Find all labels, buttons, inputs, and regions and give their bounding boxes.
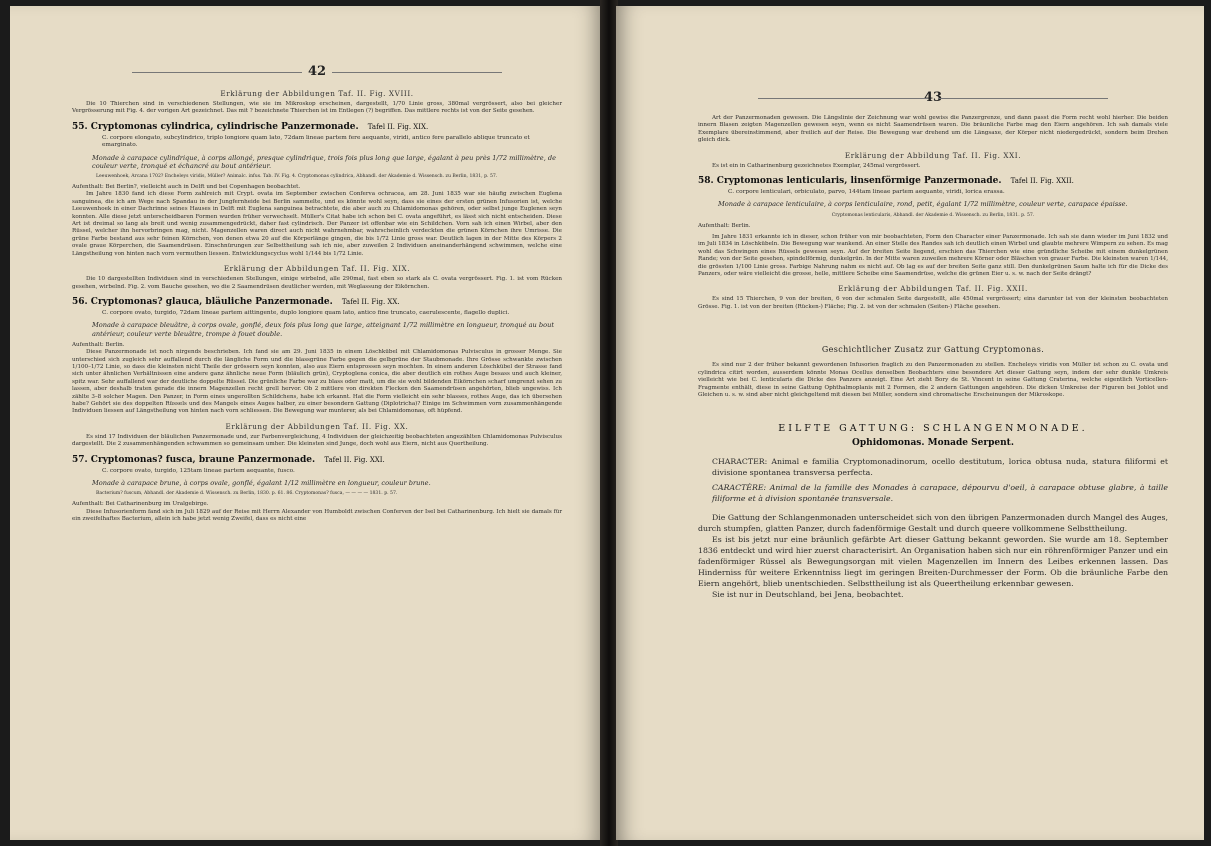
- caption-text-xviii: Die 10 Thierchen sind in verschiedenen Stellungen, wie sie im Mikroskop erscheinen, dargestellt, 1/70 Linie gross, 380mal vergrössert, also bei gleicher Vergrösserung mit Fig. 4. der vorigen Art gezeichnet. Das mit ? bezeichnete Thierchen ist im Entlegen (?) begriffen. Das mittlere rechts ist von der Seite gesehen.: [72, 101, 562, 115]
- species-55-latin: C. corpore elongato, subcylindrico, triplo longiore quam lato, 72dam lineae partem fere aequante, viridi, antico fere parallelo ablique truncato et emarginato.: [102, 134, 530, 149]
- species-57-description: Diese Infusorienform fand sich im Juli 1829 auf der Reise mit Herrn Alexander von Humboldt zwischen Conferven der Isel bei Catharinenburg. Ich hielt sie damals für ein zweifelhaftes Bacterium, allein ich habe jetzt wenig Zweifel, dass es nicht eine: [72, 508, 562, 523]
- species-57-title: 57. Cryptomonas? fusca, braune Panzermonade.: [72, 454, 316, 465]
- species-58-habitat: Aufenthalt: Berlin.: [698, 222, 751, 229]
- species-56-description: Diese Panzermonade ist noch nirgends beschrieben. Ich fand sie am 29. Juni 1835 in einem Löschkübel mit Chlamidomonas Pulvisculus in grosser Menge. Sie unterschied sich zugleich sehr auffallend durch die längliche Form und die blassgrüne Farbe gegen die gelbgrüne der Staubmonade. Ihre Grösse schwankte zwischen 1/100–1/72 Linie, so dass die kleinsten nicht Theile der grössern seyn konnten, also aus Eiern entsprossen seyn mochten. In einem anderen Löschkübel der Strasse fand sich unter ähnlichen Verhältnissen eine andere ganz ähnliche neue Form (bläulich grün), Cryptoglena conica, die aber deutlich ein rothes Auge besass und auch kleiner, spitz war. Sehr auffallend war der deutliche doppelte Rüssel. Die grünliche Farbe war zu blass oder matt, um die sie wohl bildenden Eikörnchen scharf umgrenzt sehen zu lassen, aber deshalb traten gerade die innern Magenzellen recht grell hervor. Ob 2 mittlere von direkten Flecken den Saamendrüsen angehörten, blieb ungewiss. Ich zählte 3–8 solcher Magen. Den Panzer, in Form eines ungerollten Schildchens, habe ich erkannt. Hat die Form vielleicht ein sehr blasses, rothes Auge, das ich übersehen habe? Gehört sie des doppelten Rüssels und des Mangels eines Auges halber, zu einer besondern Gattung (Diplotricha)? Einige im Schwimmen vorn zusammenhängende Individuen liessen auf Längstheilung von hinten nach vorn schliessen. Die Bewegung war munterer, als bei Chlamidomonas, oft hüpfend.: [72, 349, 562, 415]
- species-57-references: Bacterium? fuscum, Abhandl. der Akademie d. Wissensch. zu Berlin, 1830. p. 61. 86. Cryptomonas? fusca, — — — — 1831. p. 57.: [96, 491, 398, 497]
- species-55-references: Leeuwenhoek, Arcana 1702? Encheleys viridis, Müller? Animalc. infus. Tab. IV. Fig. 4. Cryptomonas cylindrica, Abhandl. der Akademie d. Wissensch. zu Berlin, 1831, p. 57.: [96, 174, 498, 180]
- species-58-plate-ref: Tafel II. Fig. XXII.: [1010, 177, 1074, 186]
- caption-text-xxi: Es ist ein in Catharinenburg gezeichnetes Exemplar, 245mal vergrössert.: [712, 162, 921, 169]
- species-58-french: Monade à carapace lenticulaire, à corps lenticulaire, rond, petit, égalant 1/72 millimètre, couleur verte, carapace épaisse.: [718, 200, 1128, 209]
- species-55-plate-ref: Tafel II. Fig. XIX.: [367, 122, 429, 131]
- page-number-left: 42: [72, 64, 562, 79]
- right-page: [616, 6, 1204, 840]
- species-57-latin: C. corpore ovato, turgido, 125tam lineae partem aequante, fusco.: [102, 467, 295, 474]
- species-56-french: Monade à carapace bleuâtre, à corps ovale, gonflé, deux fois plus long que large, atteignant 1/72 millimètre en longueur, tronqué au bout antérieur, couleur verte bleuâtre, trompe à fouet double.: [92, 321, 554, 338]
- caption-text-xx: Es sind 17 Individuen der bläulichen Panzermonade und, zur Farbenvergleichung, 4 Individuen der gleichzeitig beobachteten angezählten Chlamidomonas Pulvisculus dargestellt. Die 2 zusammenhängenden schwammen so gemeinsam umher. Die kleinsten sind Junge, doch wohl aus Eiern, nicht aus Quertheilung.: [72, 433, 562, 448]
- page-number-right: 43: [698, 90, 1168, 105]
- genus-body-1: Die Gattung der Schlangenmonaden unterscheidet sich von den übrigen Panzermonaden durch Mangel des Auges, durch stumpfen, glatten Panzer, durch fadenförmige Gestalt und durch queere vollkommene Selbsttheilung.: [698, 513, 1168, 534]
- genus-body-2: Es ist bis jetzt nur eine bräunlich gefärbte Art dieser Gattung bekannt geworden. Sie wurde am 18. September 1836 entdeckt und wird hier zuerst characterisirt. An Organisation haben sich nur ein röhrenförmiger Panzer und ein fadenförmiger Rüssel als Bewegungsorgan mit vielen Magenzellen im Innern des Leibes erkennen lassen. Das Hinderniss für weitere Erkenntniss liegt im geringen Breiten-Durchmesser der Form. Ob die bräunliche Farbe den Eiern angehört, blieb unentschieden. Selbsttheilung ist als Queertheilung erkennbar gewesen.: [698, 535, 1168, 589]
- species-56-heading: [72, 297, 562, 307]
- genus-heading: EILFTE GATTUNG: SCHLANGENMONADE.: [778, 423, 1088, 435]
- species-55-heading: [72, 122, 562, 132]
- species-55-habitat: Aufenthalt: Bei Berlin?, vielleicht auch in Delft und bei Copenhagen beobachtet.: [72, 184, 301, 191]
- species-55-title: 55. Cryptomonas cylindrica, cylindrische Panzermonade.: [72, 121, 359, 132]
- genus-character-french: CARACTÈRE: Animal de la famille des Monades à carapace, dépourvu d'oeil, à carapace obtuse glabre, à taille filiforme et à division spontanée transversale.: [712, 483, 1168, 504]
- species-58-heading: [698, 176, 1168, 186]
- figure-caption-xxi: Erklärung der Abbildung Taf. II. Fig. XXI.: [844, 150, 1022, 160]
- species-56-latin: C. corpore ovato, turgido, 72dam lineae partem aittingente, duplo longiore quam lato, antico fine truncato, caerulescente, flagello duplici.: [102, 309, 510, 316]
- species-57-plate-ref: Tafel II. Fig. XXI.: [324, 455, 385, 464]
- genus-subheading: Ophidomonas. Monade Serpent.: [852, 438, 1014, 449]
- species-56-plate-ref: Tafel II. Fig. XX.: [341, 297, 400, 306]
- history-heading: Geschichtlicher Zusatz zur Gattung Cryptomonas.: [821, 345, 1045, 355]
- continued-text: Art der Panzermonaden gewesen. Die Längslinie der Zeichnung war wohl gewiss die Panzergrenze, und dann passt die Form recht wohl hierher. Die beiden innern Blasen zeigten Magenzellen gewesen seyn, wenn es nicht Saamendrüsen waren. Die bräunliche Farbe mag den Eiern angehören. Ich sah damals viele Exemplare übereinstimmend, aber freilich auf der Reise. Die Bewegung war drehend um die Längsaxe, der Körper nicht niedergedrückt, sondern beim Drehen gleich dick.: [698, 115, 1168, 144]
- species-57-french: Monade à carapace brune, à corps ovale, gonflé, égalant 1/12 millimètre en longueur, couleur brune.: [92, 479, 431, 487]
- caption-text-xix: Die 10 dargestellten Individuen sind in verschiedenen Stellungen, einige wirbelnd, alle 290mal, fast eben so stark als C. ovata vergrössert. Fig. 1. ist vom Rücken gesehen, wirbelnd. Fig. 2. vom Bauche gesehen, wo die 2 Saamendrüsen deutlicher werden, mit Weglassung der Eikörnchen.: [72, 276, 562, 290]
- left-page: [10, 6, 602, 840]
- genus-body-3: Sie ist nur in Deutschland, bei Jena, beobachtet.: [712, 590, 904, 600]
- figure-caption-xxii: Erklärung der Abbildungen Taf. II. Fig. XXII.: [838, 284, 1028, 294]
- species-57-habitat: Aufenthalt: Bei Catharinenburg im Uralgebirge.: [72, 501, 209, 508]
- species-58-references: Cryptomonas lenticularis, Abhandl. der Akademie d. Wissensch. zu Berlin, 1831. p. 57.: [831, 212, 1035, 218]
- species-56-title: 56. Cryptomonas? glauca, bläuliche Panzermonade.: [72, 296, 333, 307]
- figure-caption-xix: Erklärung der Abbildungen Taf. II. Fig. XIX.: [223, 264, 411, 274]
- species-55-description: Im Jahre 1830 fand ich diese Form zahlreich mit Crypt. ovata im September zwischen Conferva ochracea, am 28. Juni 1835 war sie häufig zwischen Euglena sanguinea, die ich am Wege nach Spandau in der Jungfernheide bei Berlin sammelte, und es könnte wohl seyn, dass sie eines der ersten grünen Infusorien ist, welche Leeuwenhoek in einer Dachrinne seines Hauses in Delft mit Euglena sanguinea betrachtete, die aber auch zu Chlamidomonas gehören, oder selbst junge Euglenen seyn konnten. Alle diese jetzt unterscheidbaren Formen wurden früher verwechselt. Müller's Citat habe ich schon bei C. ovata angeführt, es lässt sich nicht entscheiden. Diese Art ist dreimal so lang als breit und wenig zusammengedrückt, daher fast cylindrisch. Der Panzer ist offenbar wie ein Schildchen. Vorn sah ich einen Wirbel, aber den Rüssel, welcher ihn hervorbringen mag, nicht. Magenzellen waren direct auch nicht wahrnehmbar, wahrscheinlich verdeckten die grünen Körnchen ihre Umrisse. Die grüne Farbe bestand aus sehr feinen Körnchen, von denen etwa 20 auf die Körperlänge gingen, die bis 1/72 Linie gross war. Deutlich lagen in der Mitte des Körpers 2 ovale graue Körperchen, die Saamendrüsen. Einschnürungen zur Selbsttheilung sah ich nie, aber zuweilen 2 Individuen aneinanderhängend schwimmen, welche eine Längstheilung von hinten nach vorn vermuthen liessen. Entwicklungscyclus wohl 1/144 bis 1/72 Linie.: [72, 191, 562, 257]
- species-56-habitat: Aufenthalt: Berlin.: [72, 341, 125, 348]
- species-58-title: 58. Cryptomonas lenticularis, linsenförmige Panzermonade.: [698, 176, 1002, 187]
- caption-text-xxii: Es sind 15 Thierchen, 9 von der breiten, 6 von der schmalen Seite dargestellt, alle 450mal vergrössert; eins darunter ist von der kleinsten beobachteten Grösse. Fig. 1. ist von der breiten (Rücken-) Fläche; Fig. 2. ist von der schmalen (Seiten-) Fläche gesehen.: [698, 296, 1168, 310]
- genus-character-latin: CHARACTER: Animal e familia Cryptomonadinorum, ocello destitutum, lorica obtusa nuda, statura filiformi et divisione spontanea transversa perfecta.: [712, 457, 1168, 478]
- species-58-description: Im Jahre 1831 erkannte ich in dieser, schon früher von mir beobachteten, Form den Character einer Panzermonade. Ich sah sie dann wieder im Juni 1832 und im Juli 1834 in Löschkübeln. Die Bewegung war wankend. An einer Stelle des Randes sah ich deutlich einen Wirbel und glaubte mehrere Wimpern zu sehen. Es mag wohl das Schwingen eines Rüssels gewesen seyn. Auf der breiten Seite liegend, erschien das Thierchen wie eine gründliche Scheibe mit einem dunkelgrünen Rande; von der Seite gesehen, spindelförmig, dunkelgrün. In der Mitte waren zuweilen mehrere Körner oder Bläschen von grauer Farbe. Die kleinsten waren 1/144, die grössten 1/100 Linie gross. Farbige Nahrung nahm es nicht auf. Ob lag es auf der breiten Seite ganz still. Den dunkelgrünen Saum halte ich für die Dicke des Panzers, oder wäre vielleicht die grosse, helle, mittlere Scheibe eine Saamendrüse, welche die grünen Eier u. s. w. nach der Seite drängt?: [698, 234, 1168, 278]
- figure-caption-xx: Erklärung der Abbildungen Taf. II. Fig. XX.: [225, 421, 409, 431]
- history-text: Es sind nur 2 der früher bekannt gewordenen Infusorien fraglich zu den Panzermonaden zu stellen. Encheleys viridis von Müller ist schon zu C. ovata und cylindrica citirt worden, ausserdem könnte Monas Ocellus denselben Beobachters eine besondere Art dieser Gattung seyn, indem der sehr dunkle Umkreis vielleicht wie bei C. lenticularis die Dicke des Panzers anzeigt. Eine Art zieht Bory de St. Vincent in seine Gattung Craterina, welche eigentlich Vorticellen-Fragmente enthält, diese in seine Gattung Ophthalmoplanis mit 2 Formen, die 2 andern Gattungen angehören. Die dicken Umkreise der Figuren bei Joblot und Gleichen u. s. w. sind aber nicht gleichgeltend mit diesen bei Müller, sondern sind chromatische Erscheinungen der Mikroskope.: [698, 362, 1168, 398]
- species-58-latin: C. corpore lenticulari, orbiculato, parvo, 144tam lineae partem aequante, viridi, lorica erassa.: [728, 189, 1005, 196]
- figure-caption-xviii: Erklärung der Abbildungen Taf. II. Fig. XVIII.: [220, 89, 414, 98]
- species-57-heading: [72, 455, 562, 465]
- species-55-french: Monade à carapace cylindrique, à corps allongé, presque cylindrique, trois fois plus long que large, égalant à peu près 1/72 millimètre, de couleur verte, tronqué et échancré au bout antérieur.: [92, 153, 557, 170]
